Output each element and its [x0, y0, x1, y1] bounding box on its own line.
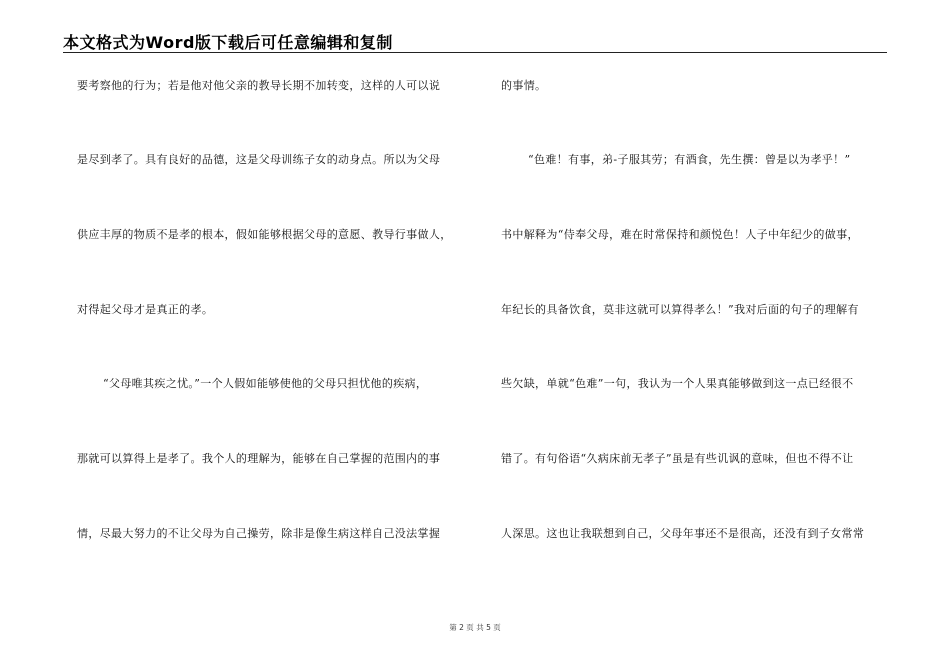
text-line: 对得起父母才是真正的孝。: [77, 303, 214, 316]
text-line: 供应丰厚的物质不是孝的根本，假如能够根据父母的意愿、教导行事做人，: [77, 228, 452, 241]
text-line: 年纪长的具备饮食，莫非这就可以算得孝么！”我对后面的句子的理解有: [501, 303, 859, 316]
left-column: [77, 0, 467, 672]
text-line: 情，尽最大努力的不让父母为自己操劳，除非是像生病这样自己没法掌握: [77, 527, 441, 540]
text-line: 那就可以算得上是孝了。我个人的理解为，能够在自己掌握的范围内的事: [77, 452, 441, 465]
text-line: 书中解释为“侍奉父母，难在时常保持和颜悦色！人子中年纪少的做事，: [501, 228, 859, 241]
page-number: 第 2 页 共 5 页: [449, 623, 501, 632]
header-title: 本文格式为Word版下载后可任意编辑和复制: [63, 33, 393, 52]
text-line: 错了。有句俗语“久病床前无孝子”虽是有些讥讽的意味，但也不得不让: [501, 452, 854, 465]
text-line: 要考察他的行为；若是他对他父亲的教导长期不加转变，这样的人可以说: [77, 79, 441, 92]
text-line: 人深思。这也让我联想到自己，父母年事还不是很高，还没有到子女常常: [501, 527, 865, 540]
text-line: “父母唯其疾之忧。”一个人假如能够使他的父母只担忧他的疾病，: [103, 377, 428, 390]
text-line: 些欠缺，单就“色难”一句，我认为一个人果真能够做到这一点已经很不: [501, 377, 854, 390]
text-line: 的事情。: [501, 79, 547, 92]
text-line: 是尽到孝了。具有良好的品德，这是父母训练子女的动身点。所以为父母: [77, 153, 441, 166]
text-line: “色难！有事，弟-子服其劳；有酒食，先生撰：曾是以为孝乎！”: [528, 153, 851, 166]
right-column: [501, 0, 889, 672]
